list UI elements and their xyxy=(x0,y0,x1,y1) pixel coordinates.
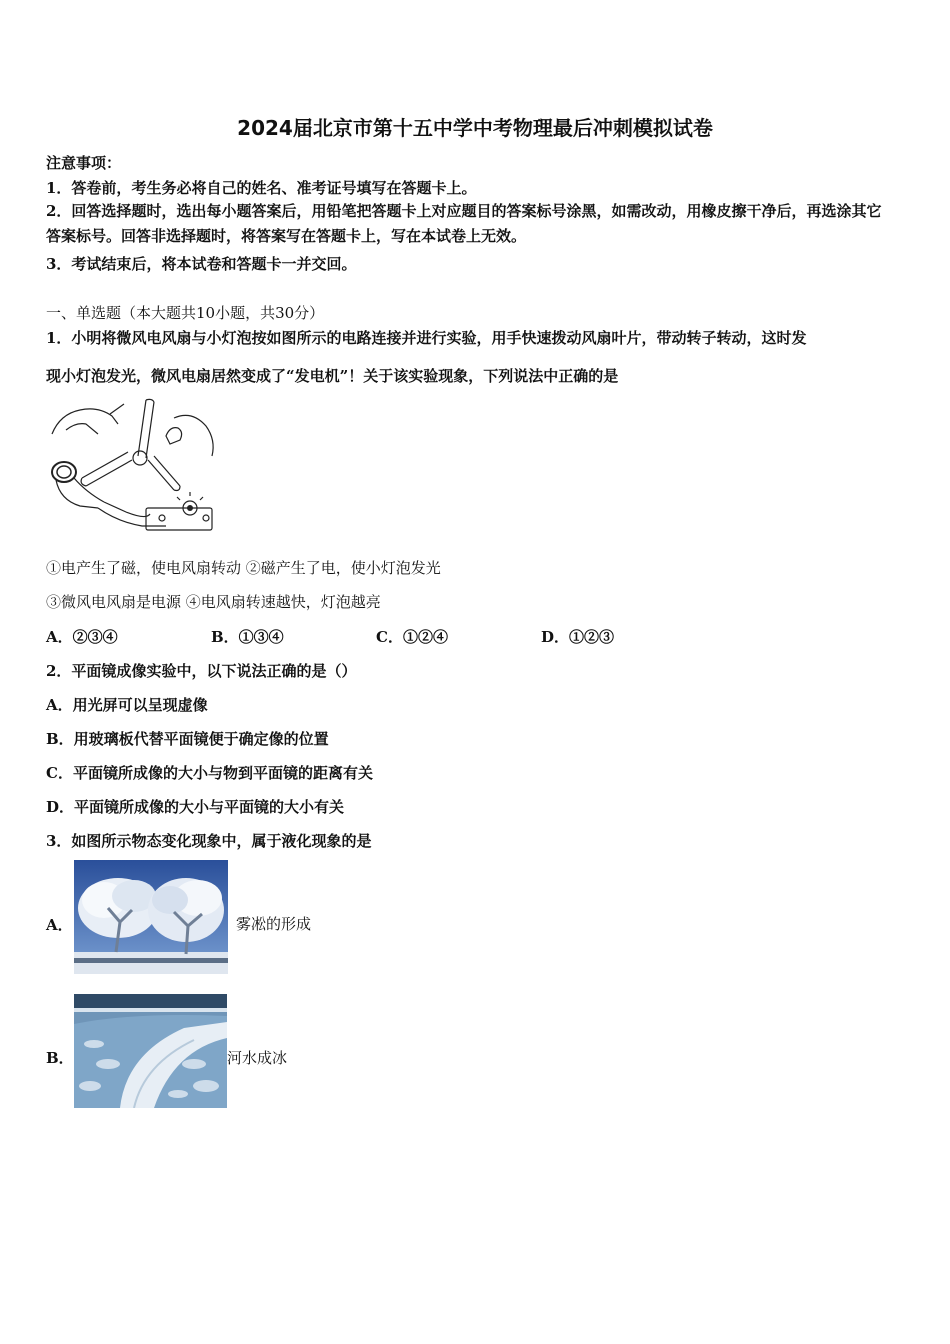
notice-item-3: 3．考试结束后，将本试卷和答题卡一并交回。 xyxy=(46,255,357,273)
q3-option-b-letter: B． xyxy=(46,1049,74,1067)
q3-option-b-caption: 河水成冰 xyxy=(227,1049,288,1067)
frozen-river-photo xyxy=(74,994,227,1108)
q2-option-b: B．用玻璃板代替平面镜便于确定像的位置 xyxy=(46,730,329,748)
q3-stem: 3．如图所示物态变化现象中，属于液化现象的是 xyxy=(46,832,372,850)
q1-statements-2: ③微风电风扇是电源 ④电风扇转速越快，灯泡越亮 xyxy=(46,593,381,611)
q3-option-a-letter: A． xyxy=(46,916,73,934)
q1-option-d: D．①②③ xyxy=(541,628,615,646)
bulb-base xyxy=(146,508,212,530)
q1-option-a: A．②③④ xyxy=(46,628,118,646)
q2-option-d: D．平面镜所成像的大小与平面镜的大小有关 xyxy=(46,798,345,816)
fan-blade-1 xyxy=(138,400,146,456)
q1-stem-line2: 现小灯泡发光，微风电扇居然变成了“发电机”！关于该实验现象，下列说法中正确的是 xyxy=(46,367,619,385)
left-hand-outline xyxy=(52,409,118,434)
section-heading: 一、单选题（本大题共10小题，共30分） xyxy=(46,304,325,322)
rime-trees-photo xyxy=(74,860,228,974)
fan-circuit-figure xyxy=(46,396,221,536)
notice-item-1: 1．答卷前，考生务必将自己的姓名、准考证号填写在答题卡上。 xyxy=(46,179,477,197)
fan-blade-2 xyxy=(82,452,128,478)
q2-option-c: C．平面镜所成像的大小与物到平面镜的距离有关 xyxy=(46,764,373,782)
q1-stem-line1: 1．小明将微风电风扇与小灯泡按如图所示的电路连接并进行实验，用手快速拨动风扇叶片，带动转子转动，这时发 xyxy=(46,329,807,347)
q1-statements-1: ①电产生了磁，使电风扇转动 ②磁产生了电，使小灯泡发光 xyxy=(46,559,441,577)
q2-option-a: A．用光屏可以呈现虚像 xyxy=(46,696,208,714)
q1-option-b: B．①③④ xyxy=(211,628,284,646)
right-hand-outline xyxy=(174,415,213,456)
fan-hub xyxy=(133,451,147,465)
notice-item-2: 2．回答选择题时，选出每小题答案后，用铅笔把答题卡上对应题目的答案标号涂黑，如需改动，用橡皮擦干净后，再选涂其它答案标号。回答非选择题时，将答案写在答题卡上，写在本试卷上无效。 xyxy=(46,202,882,245)
notice-heading: 注意事项： xyxy=(46,154,122,172)
page-title: 2024届北京市第十五中学中考物理最后冲刺模拟试卷 xyxy=(237,116,713,140)
q3-option-a-caption: 雾凇的形成 xyxy=(236,915,312,933)
q1-option-c: C．①②④ xyxy=(376,628,448,646)
wire-coil xyxy=(52,462,76,482)
q2-stem: 2．平面镜成像实验中，以下说法正确的是（） xyxy=(46,662,357,680)
